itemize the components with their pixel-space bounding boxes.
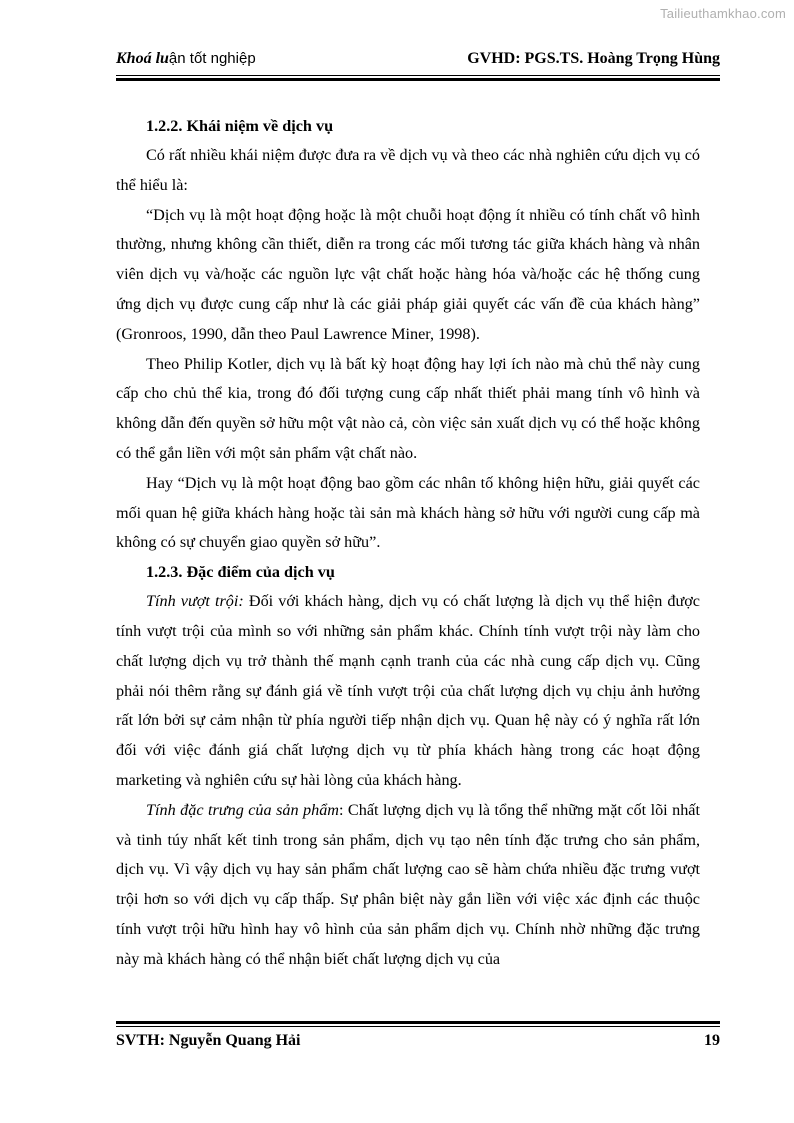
paragraph (116, 796, 700, 975)
header-title-rest: ận tốt nghiệp (168, 50, 256, 67)
header-title-italic: Khoá lu (116, 50, 169, 67)
header-advisor: GVHD: PGS.TS. Hoàng Trọng Hùng (467, 50, 720, 67)
footer-rule-thick (116, 1021, 720, 1024)
paragraph (116, 141, 700, 201)
watermark: Tailieuthamkhao.com (660, 6, 786, 21)
paragraph-text: Có rất nhiều khái niệm được đưa ra về dịch vụ và theo các nhà nghiên cứu dịch vụ có thể hiểu là: (116, 146, 700, 194)
paragraph (116, 469, 700, 558)
paragraph (116, 350, 700, 469)
paragraph-text: Theo Philip Kotler, dịch vụ là bất kỳ hoạt động hay lợi ích nào mà chủ thể này cung cấp cho chủ thể kia, trong đó đối tượng cung cấp nhất thiết phải mang tính vô hình và không dẫn đến quyền sở hữu một vật nào cả, còn việc sản xuất dịch vụ có thể hoặc không có thể gắn liền với một sản phẩm vật chất nào. (116, 354, 700, 462)
paragraph-text: “Dịch vụ là một hoạt động hoặc là một chuỗi hoạt động ít nhiều có tính chất vô hình thường, nhưng không cần thiết, diễn ra trong các mối tương tác giữa khách hàng và nhân viên dịch vụ và/hoặc các nguồn lực vật chất hoặc hàng hóa và/hoặc các hệ thống cung ứng dịch vụ được cung cấp như là các giải pháp giải quyết các vấn đề của khách hàng” (Gronroos, 1990, dẫn theo Paul Lawrence Miner, 1998). (116, 205, 700, 343)
section-heading: 1.2.3. Đặc điểm của dịch vụ (146, 563, 335, 582)
header-rule-thin (116, 75, 720, 76)
page-number: 19 (704, 1032, 720, 1049)
paragraph (116, 201, 700, 350)
paragraph-text: : Chất lượng dịch vụ là tổng thể những mặt cốt lõi nhất và tinh túy nhất kết tinh trong sản phẩm, dịch vụ tạo nên tính đặc trưng cho sản phẩm, dịch vụ. Vì vậy dịch vụ hay sản phẩm chất lượng cao sẽ hàm chứa nhiều đặc trưng vượt trội hơn so với dịch vụ cấp thấp. Sự phân biệt này gắn liền với việc xác định các thuộc tính vượt trội hữu hình hay vô hình của sản phẩm dịch vụ. Chính nhờ những đặc trưng này mà khách hàng có thể nhận biết chất lượng dịch vụ của (116, 800, 700, 968)
paragraph-lead: Tính đặc trưng của sản phẩm (146, 800, 339, 819)
footer-rule-thin (116, 1026, 720, 1027)
paragraph-text: Hay “Dịch vụ là một hoạt động bao gồm các nhân tố không hiện hữu, giải quyết các mối quan hệ giữa khách hàng hoặc tài sản mà khách hàng sở hữu với người cung cấp mà không có sự chuyển giao quyền sở hữu”. (116, 473, 700, 552)
page-header (116, 50, 720, 72)
paragraph (116, 587, 700, 796)
paragraph-text: Đối với khách hàng, dịch vụ có chất lượng là dịch vụ thể hiện được tính vượt trội của mình so với những sản phẩm khác. Chính tính vượt trội này làm cho chất lượng dịch vụ trở thành thế mạnh cạnh tranh của các nhà cung cấp dịch vụ. Cũng phải nói thêm rằng sự đánh giá về tính vượt trội của chất lượng dịch vụ chịu ảnh hưởng rất lớn bởi sự cảm nhận từ phía người tiếp nhận dịch vụ. Quan hệ này có ý nghĩa rất lớn đối với việc đánh giá chất lượng dịch vụ từ phía khách hàng trong các hoạt động marketing và nghiên cứu sự hài lòng của khách hàng. (116, 592, 700, 789)
header-title (116, 50, 256, 68)
section-heading: 1.2.2. Khái niệm về dịch vụ (146, 117, 334, 135)
footer-author: SVTH: Nguyễn Quang Hải (116, 1032, 301, 1049)
paragraph-lead: Tính vượt trội: (146, 592, 244, 611)
page-body (116, 112, 700, 975)
header-rule-thick (116, 78, 720, 81)
